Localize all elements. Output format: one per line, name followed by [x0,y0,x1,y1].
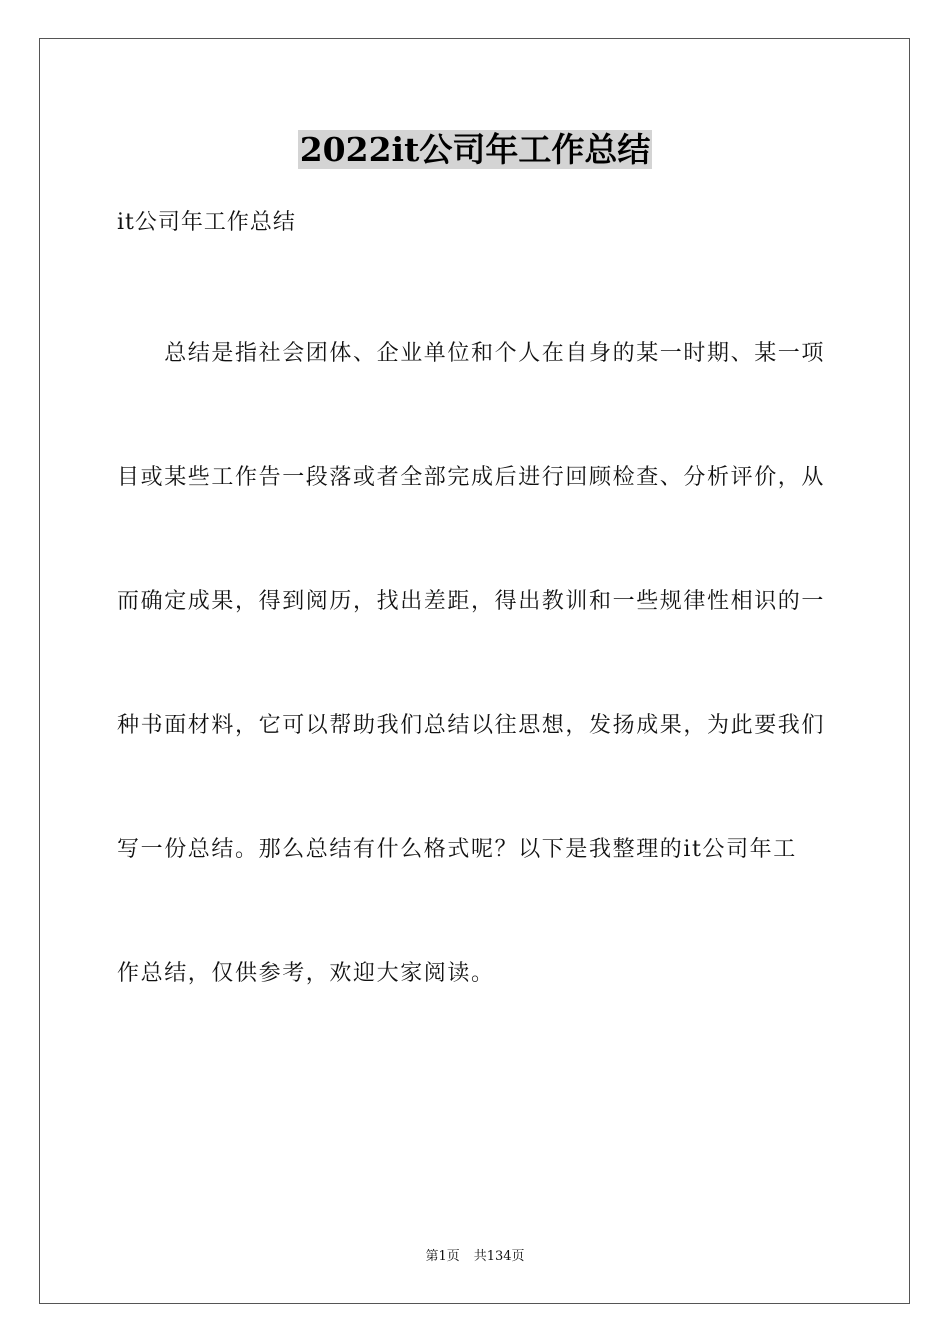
paragraph-line: 目或某些工作告一段落或者全部完成后进行回顾检查、分析评价，从 [117,465,826,490]
page-footer [0,1247,950,1267]
document-subtitle: it公司年工作总结 [117,210,296,235]
page-number: 第1页 [425,1249,460,1264]
paragraph-line: 种书面材料，它可以帮助我们总结以往思想，发扬成果，为此要我们 [117,713,826,738]
document-title [0,126,950,174]
page-total: 共134页 [473,1249,525,1264]
paragraph-line: 作总结，仅供参考，欢迎大家阅读。 [117,961,495,986]
document-title-text: 2022it公司年工作总结 [299,130,651,169]
paragraph-line: 总结是指社会团体、企业单位和个人在自身的某一时期、某一项 [117,341,826,366]
paragraph-line: 而确定成果，得到阅历，找出差距，得出教训和一些规律性相识的一 [117,589,826,614]
paragraph-line: 写一份总结。那么总结有什么格式呢？以下是我整理的it公司年工 [117,837,797,862]
